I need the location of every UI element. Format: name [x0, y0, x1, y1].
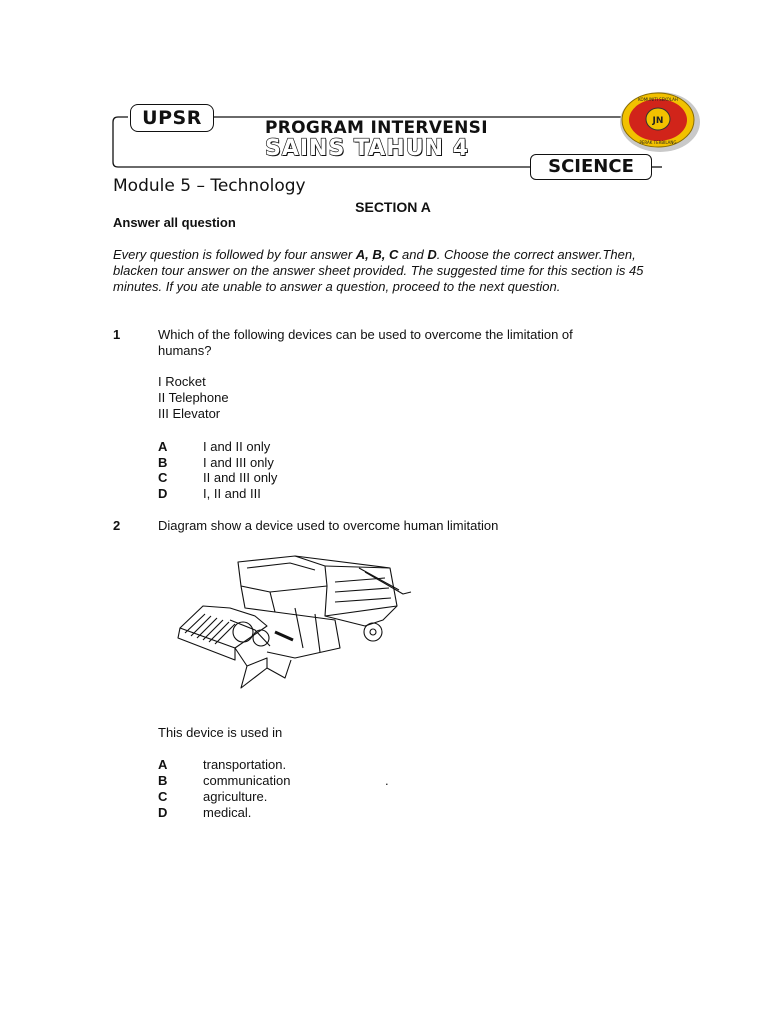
crest-center-text: JN — [652, 116, 664, 126]
statement-item: III Elevator — [158, 406, 221, 421]
option-text: communication — [203, 773, 291, 788]
option-letter: B — [158, 455, 168, 470]
option-text: medical. — [203, 805, 252, 820]
followup-prompt: This device is used in — [158, 725, 283, 740]
option-letter: B — [158, 773, 168, 788]
option-letter: A — [158, 439, 168, 454]
question-number: 2 — [113, 518, 121, 533]
question-text: Which of the following devices can be used to overcome the limitation of humans? — [158, 327, 573, 358]
option-letter: A — [158, 757, 168, 772]
crest-top-text: KOMUNITI SEKOLAH — [638, 97, 678, 102]
statement-item: II Telephone — [158, 390, 229, 405]
option-text: I and III only — [203, 455, 274, 470]
option-text: II and III only — [203, 470, 278, 485]
question-number: 1 — [113, 327, 121, 342]
option-text: I and II only — [203, 439, 271, 454]
option-text: agriculture. — [203, 789, 268, 804]
school-crest-logo — [618, 90, 702, 154]
upsr-tag: UPSR — [130, 104, 214, 132]
statement-item: I Rocket — [158, 374, 206, 389]
stray-mark: . — [385, 773, 389, 788]
module-title: Module 5 – Technology — [113, 176, 306, 196]
crest-bottom-text: PERAK TERBILANG — [639, 140, 677, 145]
option-text: I, II and III — [203, 486, 261, 501]
section-title: SECTION A — [355, 199, 431, 215]
program-title: PROGRAM INTERVENSI — [265, 118, 488, 138]
instructions-paragraph: Every question is followed by four answer A, B, C and D. Choose the correct answer.Then, blacken tour answer on the answer sheet provided. The suggested time for this section is 45 minutes. If you ate unable to answer a question, proceed to the next question. — [113, 247, 644, 294]
option-letter: D — [158, 805, 168, 820]
combine-harvester-diagram — [175, 548, 415, 698]
science-tag: SCIENCE — [530, 154, 652, 180]
option-letter: C — [158, 789, 168, 804]
answer-all-heading: Answer all question — [113, 215, 236, 230]
question-text: Diagram show a device used to overcome human limitation — [158, 518, 499, 533]
option-letter: D — [158, 486, 168, 501]
option-letter: C — [158, 470, 168, 485]
option-text: transportation. — [203, 757, 287, 772]
program-subtitle: SAINS TAHUN 4 — [265, 136, 469, 161]
